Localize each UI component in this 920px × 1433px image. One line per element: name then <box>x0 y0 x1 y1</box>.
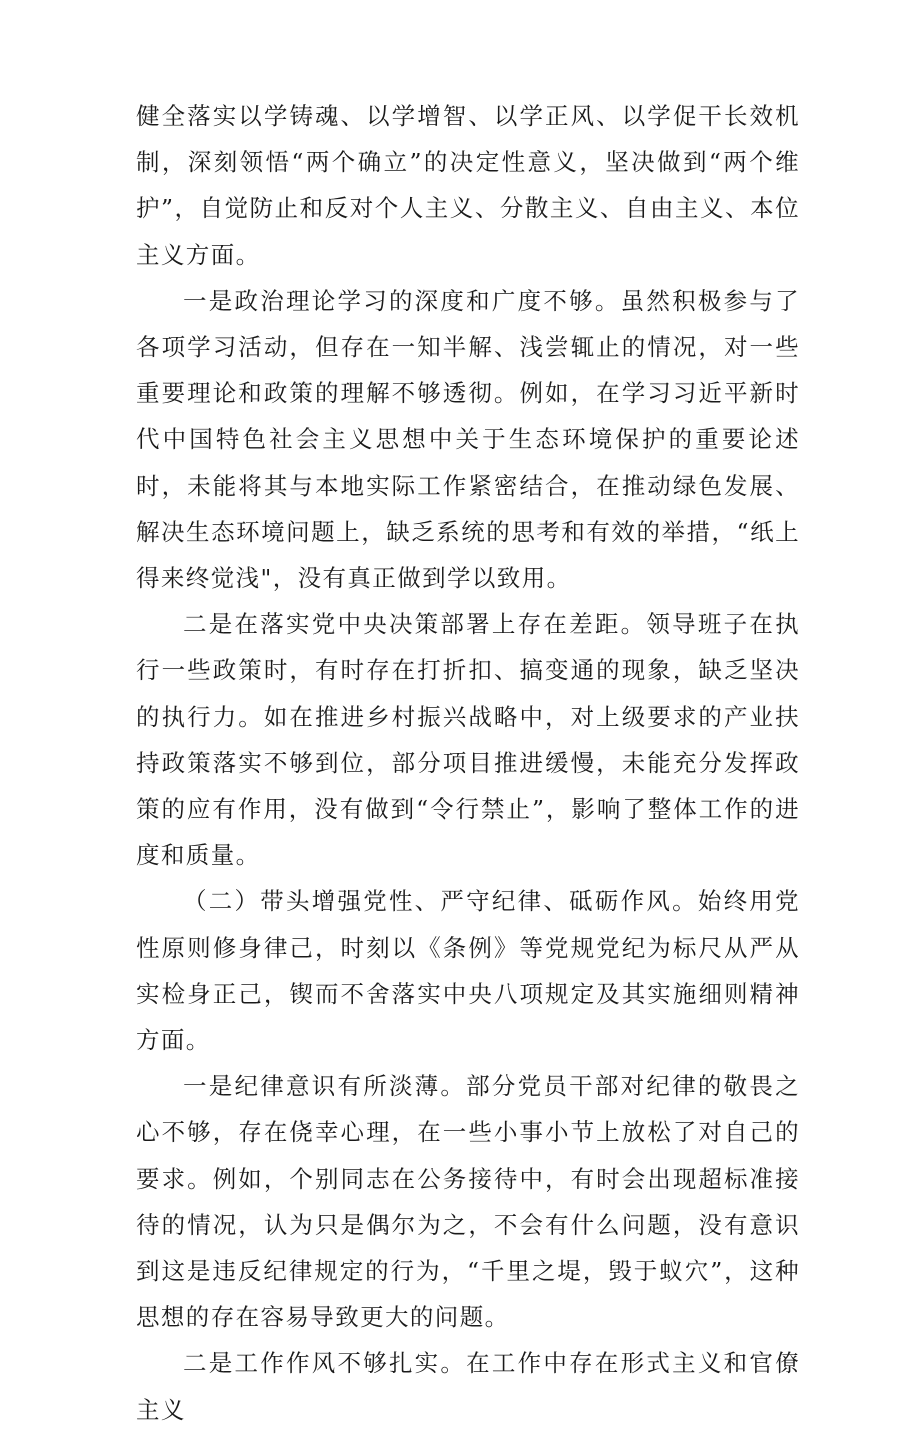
paragraph-theory-study: 一是政治理论学习的深度和广度不够。虽然积极参与了各项学习活动，但存在一知半解、浅尝辄止的情况，对一些重要理论和政策的理解不够透彻。例如，在学习习近平新时代中国特色社会主义思想中关于生态环境保护的重要论述时，未能将其与本地实际工作紧密结合，在推动绿色发展、解决生态环境问题上，缺乏系统的思考和有效的举措，“纸上得来终觉浅"，没有真正做到学以致用。 <box>136 286 800 593</box>
paragraph-discipline: 一是纪律意识有所淡薄。部分党员干部对纪律的敬畏之心不够，存在侥幸心理，在一些小事小节上放松了对自己的要求。例如，个别同志在公务接待中，有时会出现超标准接待的情况，认为只是偶尔为之，不会有什么问题，没有意识到这是违反纪律规定的行为，“千里之堤，毁于蚁穴”，这种思想的存在容易导致更大的问题。 <box>136 1072 800 1332</box>
paragraph-implementation: 二是在落实党中央决策部署上存在差距。领导班子在执行一些政策时，有时存在打折扣、搞变通的现象，缺乏坚决的执行力。如在推进乡村振兴战略中，对上级要求的产业扶持政策落实不够到位，部分项目推进缓慢，未能充分发挥政策的应有作用，没有做到“令行禁止”，影响了整体工作的进度和质量。 <box>136 610 800 870</box>
paragraph-work-style: 二是工作作风不够扎实。在工作中存在形式主义和官僚主义 <box>136 1349 800 1424</box>
document-body <box>136 93 800 1433</box>
paragraph-section-two-heading: （二）带头增强党性、严守纪律、砥砺作风。始终用党性原则修身律己，时刻以《条例》等党规党纪为标尺从严从实检身正己，锲而不舍落实中央八项规定及其实施细则精神方面。 <box>136 887 800 1055</box>
paragraph-mechanism: 健全落实以学铸魂、以学增智、以学正风、以学促干长效机制，深刻领悟“两个确立”的决定性意义，坚决做到“两个维护”，自觉防止和反对个人主义、分散主义、自由主义、本位主义方面。 <box>136 102 800 269</box>
